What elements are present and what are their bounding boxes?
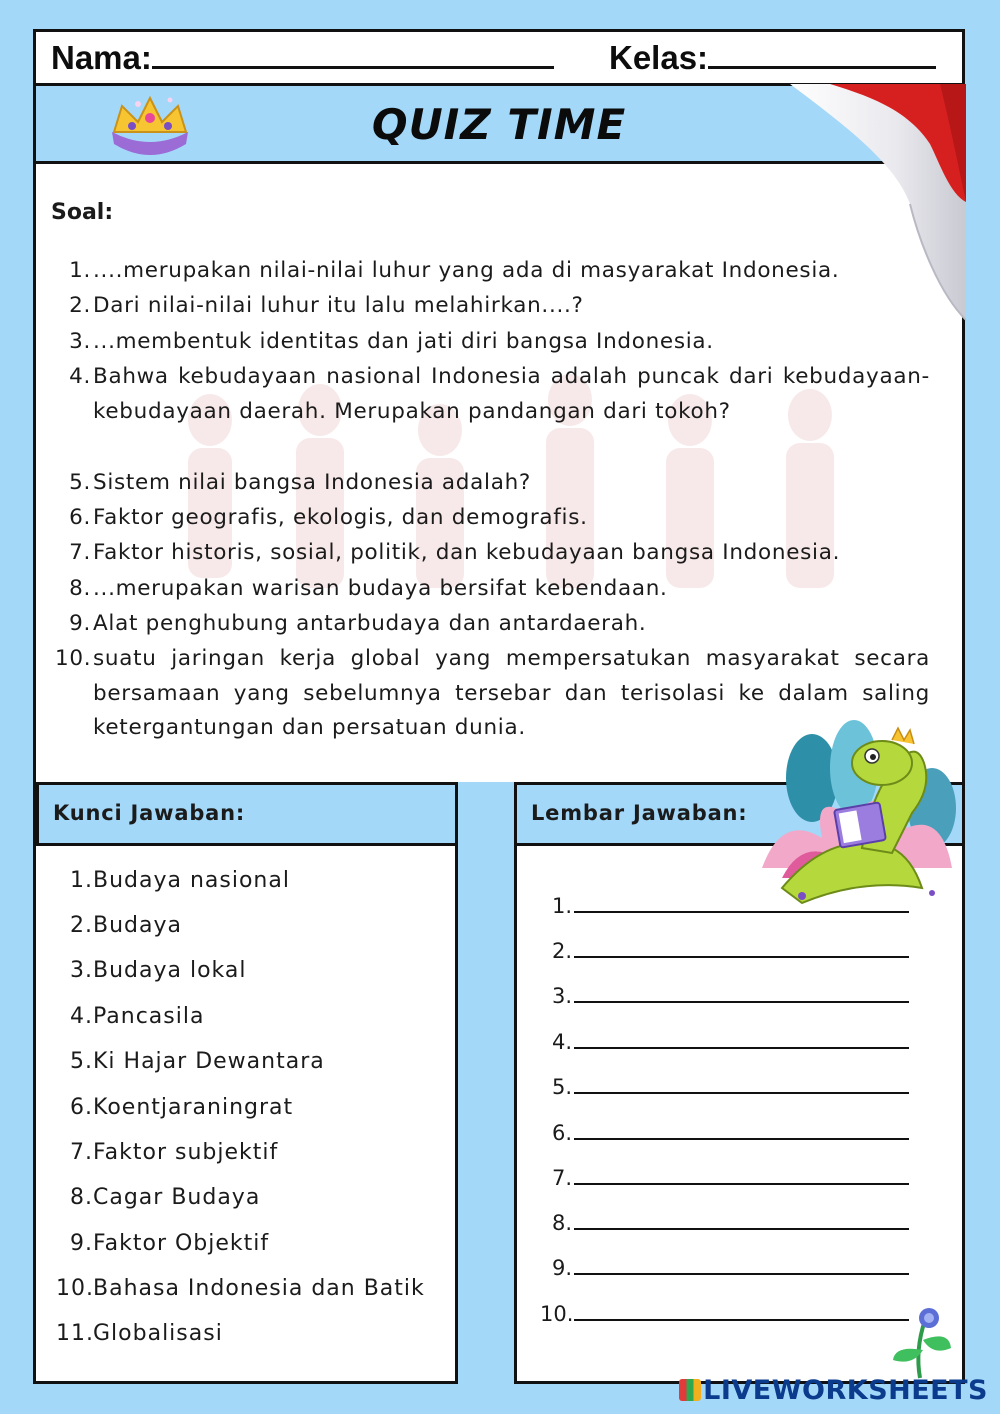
answer-line: 2. <box>540 939 909 963</box>
page-title: QUIZ TIME <box>371 100 627 149</box>
question-text: suatu jaringan kerja global yang mempersatukan masyarakat secara bersamaan yang sebelumnya tersebar dan terisolasi ke dalam saling ketergantungan dan persatuan dunia. <box>93 646 930 741</box>
question-number: 10. <box>55 646 92 671</box>
question-item <box>55 360 930 429</box>
question-item <box>55 254 930 289</box>
answer-line: 9. <box>540 1256 909 1280</box>
header-row <box>36 32 962 86</box>
answer-line: 1. <box>540 894 909 918</box>
brand-mark-icon <box>679 1379 701 1401</box>
answer-key-item: 6.Koentjaraningrat <box>70 1095 294 1120</box>
question-text: ....merupakan nilai-nilai luhur yang ada di masyarakat Indonesia. <box>93 258 840 283</box>
question-text: Faktor historis, sosial, politik, dan kebudayaan bangsa Indonesia. <box>93 540 841 565</box>
question-item <box>55 607 930 642</box>
answer-key-item: 1.Budaya nasional <box>70 868 290 893</box>
answer-input[interactable] <box>574 1183 909 1185</box>
answer-key-title: Kunci Jawaban: <box>53 801 246 825</box>
answer-line: 10. <box>540 1302 909 1326</box>
answer-input[interactable] <box>574 1001 909 1003</box>
answer-line: 5. <box>540 1075 909 1099</box>
question-text: Dari nilai-nilai luhur itu lalu melahirkan....? <box>93 293 584 318</box>
name-label: Nama: <box>51 39 152 76</box>
name-blank[interactable] <box>152 38 554 69</box>
question-number: 5. <box>69 470 91 495</box>
answer-input[interactable] <box>574 1047 909 1049</box>
questions-label: Soal: <box>51 200 114 225</box>
crown-icon <box>108 92 192 164</box>
answer-input[interactable] <box>574 1273 909 1275</box>
answer-key-item: 5.Ki Hajar Dewantara <box>70 1049 325 1074</box>
column-gutter <box>455 782 517 1384</box>
plant-illustration <box>885 1300 955 1380</box>
answer-sheet-title: Lembar Jawaban: <box>531 801 748 825</box>
question-number: 2. <box>69 293 91 318</box>
question-number: 9. <box>69 611 91 636</box>
question-item <box>55 501 930 536</box>
question-number: 8. <box>69 576 91 601</box>
question-item <box>55 289 930 324</box>
question-text: Sistem nilai bangsa Indonesia adalah? <box>93 470 532 495</box>
question-item <box>55 572 930 607</box>
class-label: Kelas: <box>609 39 709 76</box>
answer-key-item: 11.Globalisasi <box>56 1321 223 1346</box>
dinosaur-reading-illustration <box>742 718 966 912</box>
answer-line: 4. <box>540 1030 909 1054</box>
brand-logo <box>679 1375 988 1406</box>
question-text: Bahwa kebudayaan nasional Indonesia adalah puncak dari kebudayaan-kebudayaan daerah. Merupakan pandangan dari tokoh? <box>93 364 930 424</box>
question-item <box>55 325 930 360</box>
answer-line: 8. <box>540 1211 909 1235</box>
question-number: 1. <box>69 258 91 283</box>
answer-line: 3. <box>540 984 909 1008</box>
answer-input[interactable] <box>574 956 909 958</box>
question-text: ...membentuk identitas dan jati diri bangsa Indonesia. <box>93 329 714 354</box>
question-item <box>55 536 930 571</box>
question-number: 4. <box>69 364 91 389</box>
question-number: 7. <box>69 540 91 565</box>
class-field-group <box>609 38 936 77</box>
answer-key-item: 4.Pancasila <box>70 1004 205 1029</box>
question-item <box>55 466 930 501</box>
brand-text: LIVEWORKSHEETS <box>703 1375 988 1406</box>
answer-key-item: 9.Faktor Objektif <box>70 1231 270 1256</box>
question-text: Faktor geografis, ekologis, dan demografis. <box>93 505 588 530</box>
answer-key-item: 7.Faktor subjektif <box>70 1140 279 1165</box>
answer-input[interactable] <box>574 1228 909 1230</box>
question-number: 3. <box>69 329 91 354</box>
answer-key-item: 8.Cagar Budaya <box>70 1185 261 1210</box>
class-blank[interactable] <box>708 38 936 69</box>
answer-input[interactable] <box>574 1092 909 1094</box>
question-text: ...merupakan warisan budaya bersifat kebendaan. <box>93 576 668 601</box>
answer-key-item: 2.Budaya <box>70 913 182 938</box>
answer-key-header <box>36 782 458 846</box>
answer-key-item: 10.Bahasa Indonesia dan Batik <box>56 1276 425 1301</box>
question-number: 6. <box>69 505 91 530</box>
name-field-group <box>51 38 554 77</box>
answer-line: 6. <box>540 1121 909 1145</box>
question-text: Alat penghubung antarbudaya dan antardaerah. <box>93 611 647 636</box>
answer-line: 7. <box>540 1166 909 1190</box>
answer-key-item: 3.Budaya lokal <box>70 958 247 983</box>
answer-input[interactable] <box>574 1138 909 1140</box>
answer-input[interactable] <box>574 1319 909 1321</box>
